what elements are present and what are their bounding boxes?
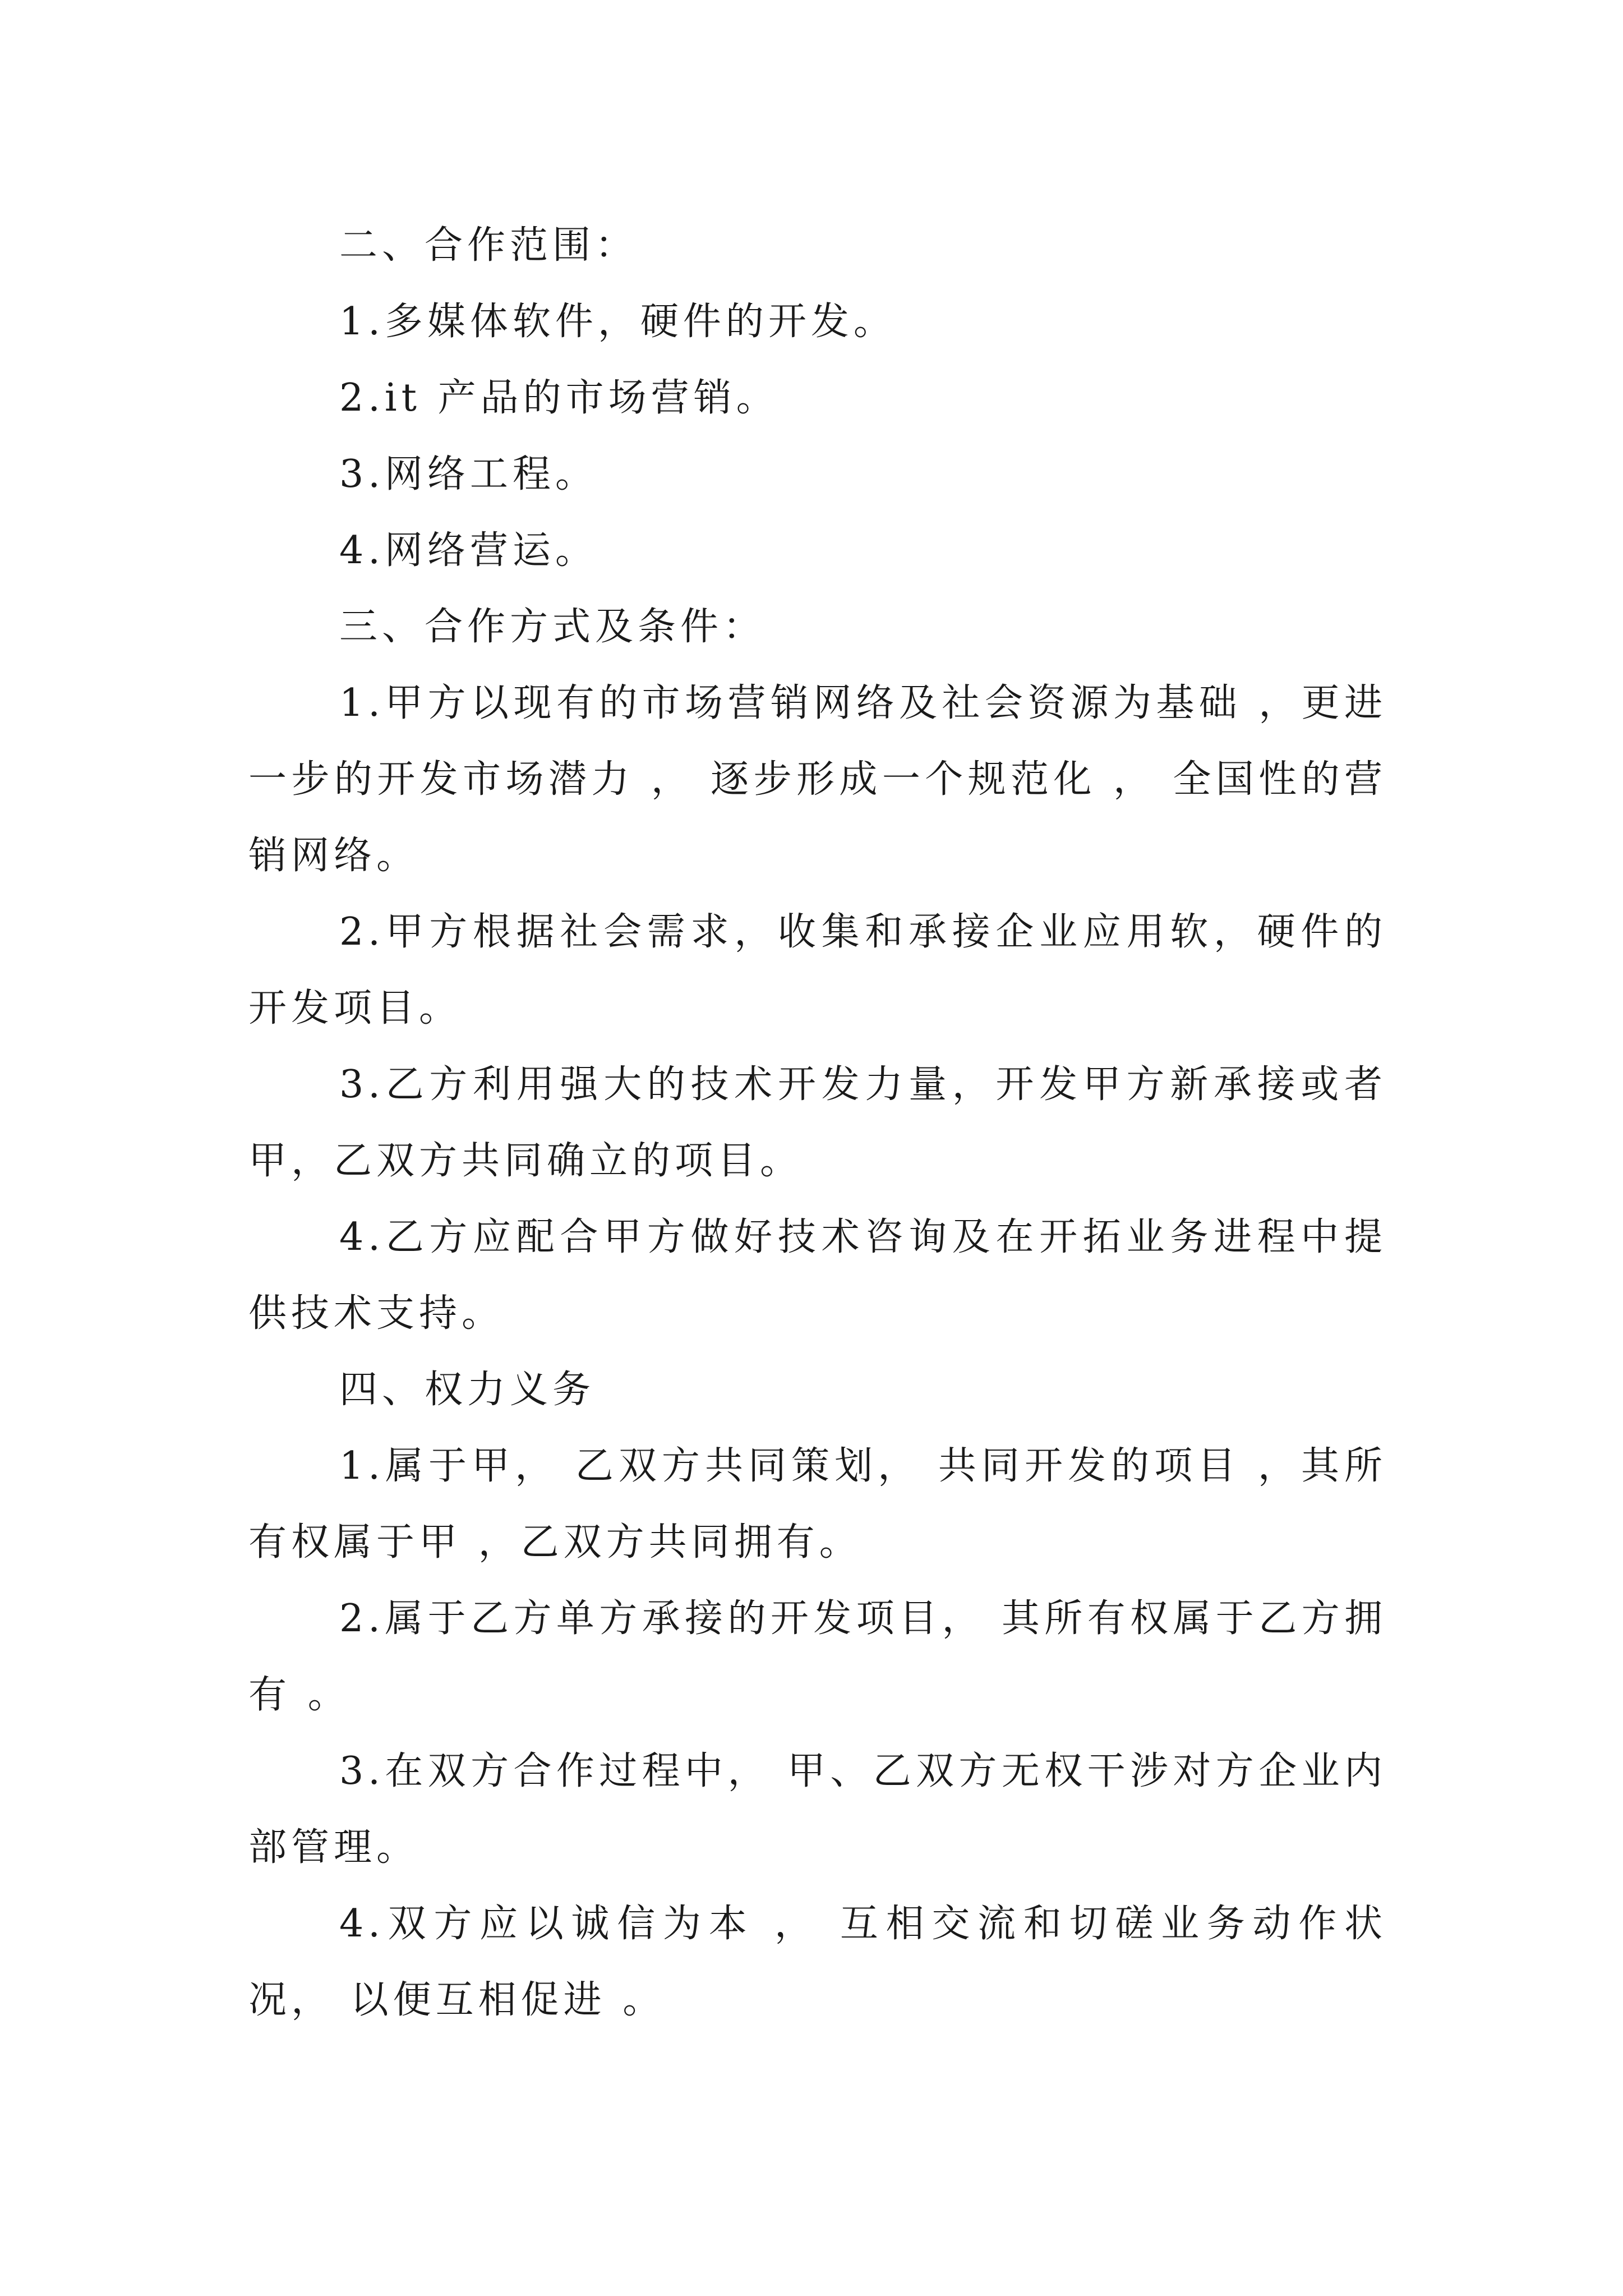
scope-item-1: 1.多媒体软件，硬件的开发。	[339, 300, 896, 344]
section-heading-cooperation: 三、合作方式及条件：	[339, 605, 766, 649]
rights-item-1: 1.属于甲， 乙双方共同策划， 共同开发的项目 ，其所有权属于甲 ，乙双方共同拥有。	[248, 1444, 1387, 1565]
scope-item-4: 4.网络营运。	[339, 528, 598, 573]
cooperation-item-2: 2.甲方根据社会需求，收集和承接企业应用软，硬件的开发项目。	[248, 910, 1387, 1030]
cooperation-item-4: 4.乙方应配合甲方做好技术咨询及在开拓业务进程中提供技术支持。	[248, 1215, 1387, 1336]
scope-item-2: 2.it 产品的市场营销。	[339, 376, 779, 420]
section-heading-scope: 二、合作范围：	[339, 223, 638, 268]
rights-item-3: 3.在双方合作过程中， 甲、乙双方无权干涉对方企业内部管理。	[248, 1749, 1387, 1870]
section-heading-rights: 四、权力义务	[339, 1368, 596, 1412]
document-body	[248, 208, 1387, 2039]
rights-item-2: 2.属于乙方单方承接的开发项目， 其所有权属于乙方拥有 。	[248, 1596, 1387, 1717]
cooperation-item-3: 3.乙方利用强大的技术开发力量，开发甲方新承接或者甲，乙双方共同确立的项目。	[248, 1062, 1387, 1183]
scope-item-3: 3.网络工程。	[339, 452, 598, 496]
rights-item-4: 4.双方应以诚信为本 ， 互相交流和切磋业务动作状况， 以便互相促进 。	[248, 1902, 1387, 2022]
cooperation-item-1: 1.甲方以现有的市场营销网络及社会资源为基础 ，更进一步的开发市场潜力 ， 逐步形成一个规范化 ， 全国性的营销网络。	[248, 681, 1387, 878]
